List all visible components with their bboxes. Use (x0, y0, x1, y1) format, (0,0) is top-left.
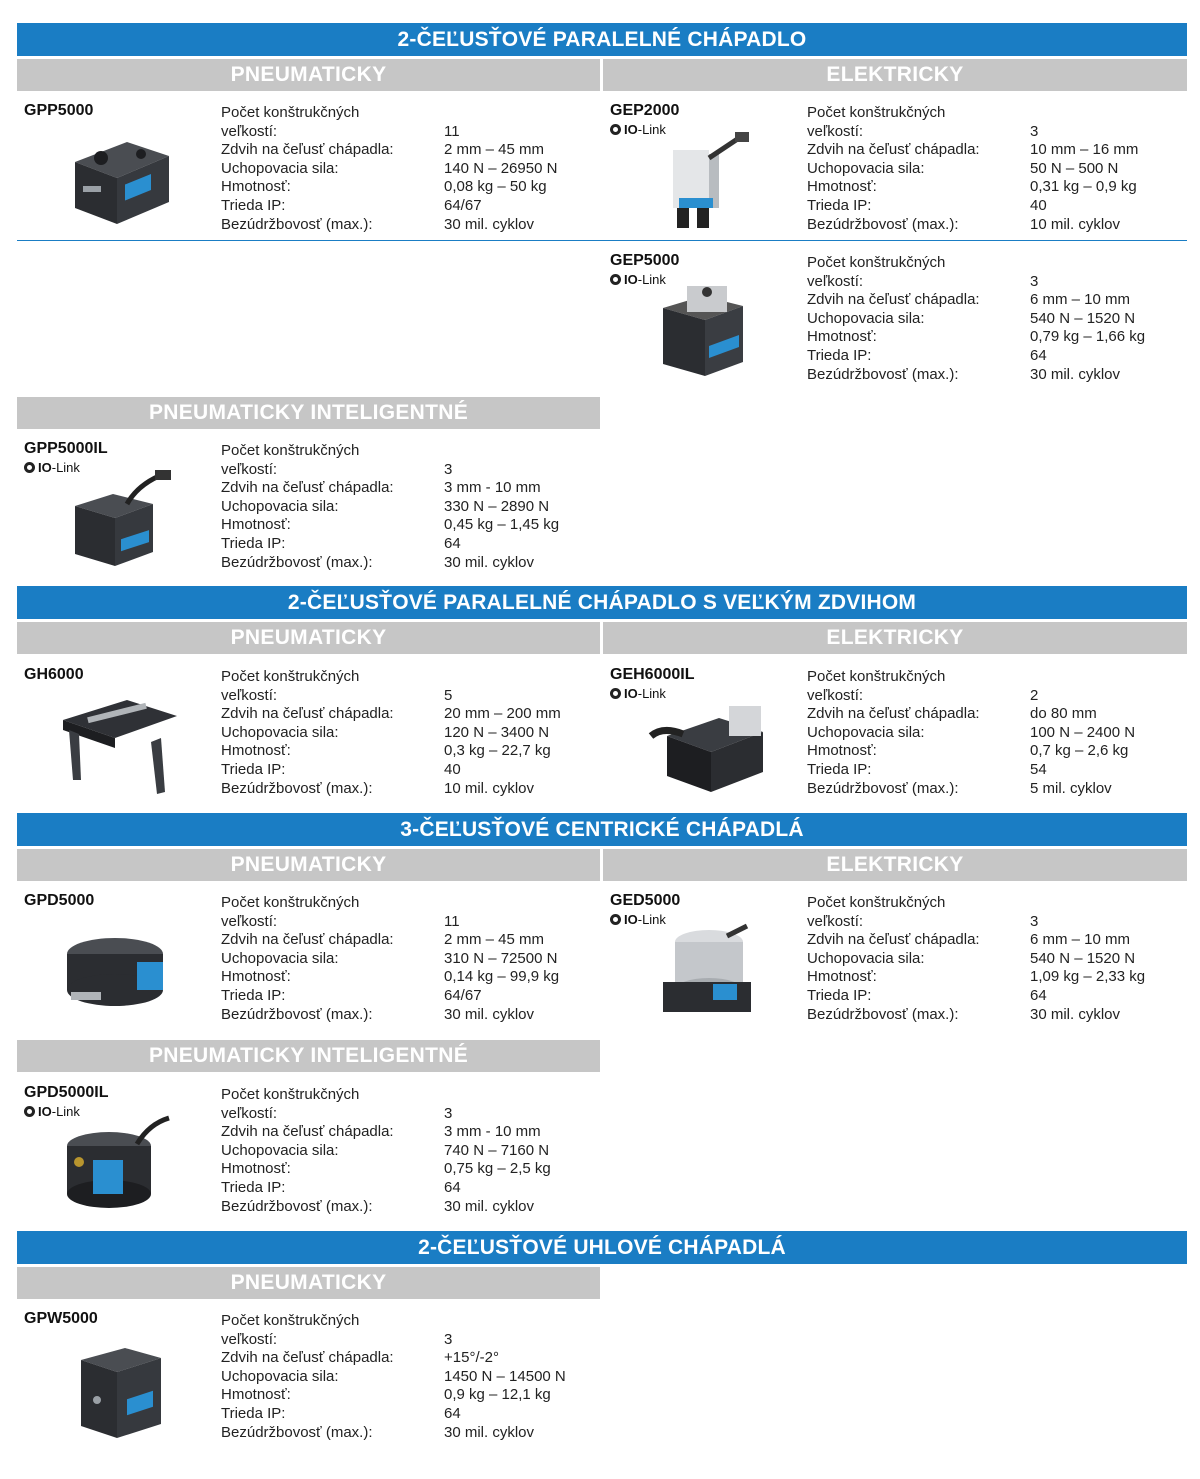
spec-value: 30 mil. cyklov (444, 1005, 535, 1023)
spec-label: veľkostí: (221, 1104, 278, 1122)
spec-table (807, 894, 1145, 1024)
spec-table (221, 1312, 566, 1442)
spec-label: Hmotnosť: (221, 1386, 291, 1404)
spec-table (221, 104, 557, 234)
io-link-io: IO (624, 122, 638, 137)
product-name: GPP5000 (24, 102, 94, 119)
spec-label: Zdvih na čeľusť chápadla: (221, 931, 394, 949)
spec-label: Bezúdržbovosť (max.): (221, 779, 373, 797)
product-image (57, 1114, 179, 1214)
spec-label: Hmotnosť: (221, 742, 291, 760)
section-header-long-stroke: 2-ČEĽUSŤOVÉ PARALELNÉ CHÁPADLO S VEĽKÝM ZDVIHOM (17, 586, 1187, 619)
spec-value: 3 (1030, 272, 1039, 290)
product-image (643, 922, 765, 1022)
spec-label: Trieda IP: (221, 534, 286, 552)
product-card-gep5000 (603, 250, 1189, 390)
spec-table (221, 442, 559, 572)
subheader-pneumatic: PNEUMATICKY (17, 849, 600, 881)
spec-label: Počet konštrukčných (221, 894, 360, 911)
spec-label: Trieda IP: (807, 346, 872, 364)
spec-value: 64 (1030, 346, 1047, 364)
spec-row (807, 780, 1135, 799)
spec-label: Zdvih na čeľusť chápadla: (807, 291, 980, 309)
spec-value: 0,31 kg – 0,9 kg (1030, 178, 1137, 196)
spec-row (807, 160, 1138, 179)
spec-value: 0,79 kg – 1,66 kg (1030, 328, 1146, 346)
spec-label: veľkostí: (221, 122, 278, 140)
spec-value: 5 (444, 686, 453, 704)
io-link-icon (610, 914, 621, 925)
spec-row (221, 1105, 551, 1124)
spec-label: Trieda IP: (807, 196, 872, 214)
spec-label: Počet konštrukčných (807, 668, 946, 685)
spec-row (221, 705, 561, 724)
product-image (57, 1340, 179, 1440)
spec-label: Hmotnosť: (221, 516, 291, 534)
spec-row (807, 254, 1145, 273)
spec-row (221, 1179, 551, 1198)
product-card-gh6000 (17, 664, 603, 804)
spec-row (221, 931, 559, 950)
spec-label: Uchopovacia sila: (221, 949, 339, 967)
spec-row (807, 366, 1145, 385)
spec-value: 0,3 kg – 22,7 kg (444, 742, 551, 760)
spec-row (221, 724, 561, 743)
spec-value: 3 (444, 460, 453, 478)
spec-label: Bezúdržbovosť (max.): (807, 1005, 959, 1023)
spec-row (221, 950, 559, 969)
spec-label: Počet konštrukčných (221, 1086, 360, 1103)
subheader-pneumatic: PNEUMATICKY (17, 59, 600, 91)
spec-row (807, 141, 1138, 160)
spec-label: Hmotnosť: (807, 178, 877, 196)
product-name: GPD5000IL (24, 1084, 109, 1101)
subheader-electric: ELEKTRICKY (603, 59, 1187, 91)
spec-value: 30 mil. cyklov (444, 1197, 535, 1215)
spec-value: 100 N – 2400 N (1030, 723, 1136, 741)
spec-label: Trieda IP: (221, 1178, 286, 1196)
spec-label: Zdvih na čeľusť chápadla: (807, 931, 980, 949)
spec-label: Uchopovacia sila: (807, 309, 925, 327)
subheader-pneumatic: PNEUMATICKY (17, 1267, 600, 1299)
spec-value: 1450 N – 14500 N (444, 1367, 566, 1385)
spec-row (221, 894, 559, 913)
spec-value: 30 mil. cyklov (1030, 1005, 1121, 1023)
spec-value: 64/67 (444, 986, 482, 1004)
spec-value: 30 mil. cyklov (444, 553, 535, 571)
spec-label: veľkostí: (221, 1330, 278, 1348)
spec-value: 10 mil. cyklov (444, 779, 535, 797)
product-image (643, 696, 765, 796)
spec-row (221, 498, 559, 517)
spec-row (221, 1086, 551, 1105)
spec-label: Uchopovacia sila: (221, 1367, 339, 1385)
product-name: GPD5000 (24, 892, 95, 909)
spec-row (807, 291, 1145, 310)
spec-value: 0,75 kg – 2,5 kg (444, 1160, 551, 1178)
spec-label: Trieda IP: (221, 196, 286, 214)
spec-label: Hmotnosť: (807, 742, 877, 760)
spec-label: veľkostí: (221, 460, 278, 478)
spec-row (221, 479, 559, 498)
spec-value: 140 N – 26950 N (444, 159, 558, 177)
spec-row (807, 273, 1145, 292)
spec-row (807, 687, 1135, 706)
section-header-angular: 2-ČEĽUSŤOVÉ UHLOVÉ CHÁPADLÁ (17, 1231, 1187, 1264)
spec-row (807, 197, 1138, 216)
spec-label: Uchopovacia sila: (221, 159, 339, 177)
spec-value: 30 mil. cyklov (1030, 365, 1121, 383)
spec-value: 30 mil. cyklov (444, 215, 535, 233)
spec-row (221, 742, 561, 761)
spec-value: 3 mm - 10 mm (444, 1123, 541, 1141)
spec-value: 64 (444, 534, 461, 552)
spec-row (221, 1386, 566, 1405)
product-card-gpp5000il (17, 438, 603, 578)
spec-value: 40 (444, 760, 461, 778)
spec-label: Bezúdržbovosť (max.): (221, 1005, 373, 1023)
product-name: GEH6000IL (610, 666, 695, 683)
spec-label: Zdvih na čeľusť chápadla: (221, 705, 394, 723)
spec-value: 10 mm – 16 mm (1030, 141, 1139, 159)
spec-value: 40 (1030, 196, 1047, 214)
spec-value: 64 (444, 1404, 461, 1422)
spec-label: Zdvih na čeľusť chápadla: (807, 141, 980, 159)
spec-row (221, 668, 561, 687)
spec-row (807, 931, 1145, 950)
spec-row (221, 216, 557, 235)
spec-table (221, 894, 559, 1024)
spec-value: 540 N – 1520 N (1030, 949, 1136, 967)
product-card-geh6000il (603, 664, 1189, 804)
spec-row (221, 1405, 566, 1424)
spec-table (221, 1086, 551, 1216)
spec-row (221, 1123, 551, 1142)
subheader-electric: ELEKTRICKY (603, 622, 1187, 654)
spec-label: veľkostí: (807, 272, 864, 290)
spec-row (807, 310, 1145, 329)
spec-row (807, 123, 1138, 142)
subheader-pneumatic: PNEUMATICKY (17, 622, 600, 654)
spec-row (221, 160, 557, 179)
spec-label: Počet konštrukčných (807, 254, 946, 271)
spec-label: Bezúdržbovosť (max.): (807, 215, 959, 233)
io-link-link: -Link (637, 122, 666, 137)
spec-label: Zdvih na čeľusť chápadla: (221, 141, 394, 159)
io-link-icon (24, 1106, 35, 1117)
spec-row (221, 442, 559, 461)
spec-value: 0,08 kg – 50 kg (444, 178, 547, 196)
subheader-electric: ELEKTRICKY (603, 849, 1187, 881)
spec-row (807, 347, 1145, 366)
spec-value: 310 N – 72500 N (444, 949, 558, 967)
spec-label: Zdvih na čeľusť chápadla: (221, 1123, 394, 1141)
spec-value: 6 mm – 10 mm (1030, 931, 1131, 949)
spec-label: Trieda IP: (221, 1404, 286, 1422)
spec-row (221, 1424, 566, 1443)
spec-label: Uchopovacia sila: (807, 949, 925, 967)
spec-value: do 80 mm (1030, 705, 1097, 723)
spec-value: 740 N – 7160 N (444, 1141, 550, 1159)
subheader-pneumatic-smart: PNEUMATICKY INTELIGENTNÉ (17, 397, 600, 429)
spec-label: Bezúdržbovosť (max.): (807, 779, 959, 797)
spec-value: 5 mil. cyklov (1030, 779, 1112, 797)
spec-row (221, 178, 557, 197)
spec-value: 0,45 kg – 1,45 kg (444, 516, 560, 534)
spec-label: Počet konštrukčných (807, 104, 946, 121)
spec-row (221, 1142, 551, 1161)
spec-value: 330 N – 2890 N (444, 497, 550, 515)
io-link-io: IO (38, 1104, 52, 1119)
spec-label: Hmotnosť: (221, 1160, 291, 1178)
spec-value: 3 (1030, 122, 1039, 140)
spec-value: 1,09 kg – 2,33 kg (1030, 968, 1146, 986)
spec-label: Bezúdržbovosť (max.): (221, 553, 373, 571)
spec-row (221, 1368, 566, 1387)
product-name: GH6000 (24, 666, 84, 683)
spec-label: Trieda IP: (221, 986, 286, 1004)
spec-value: 3 (1030, 912, 1039, 930)
spec-value: 11 (444, 912, 460, 930)
spec-value: 11 (444, 122, 460, 140)
spec-row (807, 724, 1135, 743)
spec-value: 3 mm - 10 mm (444, 479, 541, 497)
spec-label: Hmotnosť: (807, 328, 877, 346)
spec-value: 64/67 (444, 196, 482, 214)
spec-row (221, 554, 559, 573)
spec-label: Uchopovacia sila: (221, 723, 339, 741)
spec-label: Počet konštrukčných (221, 668, 360, 685)
spec-row (221, 516, 559, 535)
io-link-link: -Link (51, 1104, 80, 1119)
product-card-gpd5000il (17, 1082, 603, 1222)
spec-row (807, 216, 1138, 235)
spec-table (807, 254, 1145, 384)
spec-row (807, 668, 1135, 687)
spec-value: 50 N – 500 N (1030, 159, 1119, 177)
spec-row (221, 123, 557, 142)
spec-label: Trieda IP: (221, 760, 286, 778)
spec-row (221, 104, 557, 123)
io-link-io: IO (624, 686, 638, 701)
product-card-gpd5000 (17, 890, 603, 1030)
spec-row (807, 987, 1145, 1006)
io-link-icon (24, 462, 35, 473)
spec-row (807, 913, 1145, 932)
section-header-centric: 3-ČEĽUSŤOVÉ CENTRICKÉ CHÁPADLÁ (17, 813, 1187, 846)
spec-row (221, 1160, 551, 1179)
product-name: GEP2000 (610, 102, 680, 119)
spec-label: Uchopovacia sila: (221, 497, 339, 515)
product-image (57, 132, 179, 232)
product-card-gpw5000 (17, 1308, 603, 1448)
spec-value: 540 N – 1520 N (1030, 309, 1136, 327)
spec-value: 0,7 kg – 2,6 kg (1030, 742, 1129, 760)
spec-row (807, 328, 1145, 347)
spec-row (221, 913, 559, 932)
spec-row (807, 705, 1135, 724)
spec-table (807, 104, 1138, 234)
io-link-link: -Link (51, 460, 80, 475)
spec-label: Počet konštrukčných (221, 1312, 360, 1329)
io-link-io: IO (38, 460, 52, 475)
product-card-gep2000 (603, 100, 1189, 240)
product-image (57, 696, 179, 796)
spec-row (807, 968, 1145, 987)
spec-row (221, 1198, 551, 1217)
spec-value: 0,9 kg – 12,1 kg (444, 1386, 551, 1404)
io-link-icon (610, 688, 621, 699)
spec-label: Zdvih na čeľusť chápadla: (221, 479, 394, 497)
spec-value: 20 mm – 200 mm (444, 705, 561, 723)
io-link-icon (610, 274, 621, 285)
spec-label: Uchopovacia sila: (807, 159, 925, 177)
spec-value: 64 (444, 1178, 461, 1196)
io-link-link: -Link (637, 272, 666, 287)
spec-value: 2 mm – 45 mm (444, 931, 545, 949)
spec-label: Hmotnosť: (807, 968, 877, 986)
spec-label: Zdvih na čeľusť chápadla: (221, 1349, 394, 1367)
spec-row (807, 742, 1135, 761)
spec-value: 120 N – 3400 N (444, 723, 550, 741)
spec-label: Uchopovacia sila: (221, 1141, 339, 1159)
spec-row (807, 1006, 1145, 1025)
spec-value: 10 mil. cyklov (1030, 215, 1121, 233)
spec-label: veľkostí: (221, 912, 278, 930)
spec-label: Počet konštrukčných (807, 894, 946, 911)
spec-row (221, 1349, 566, 1368)
spec-value: +15°/-2° (444, 1349, 499, 1367)
spec-row (221, 1331, 566, 1350)
spec-row (221, 1006, 559, 1025)
spec-row (221, 1312, 566, 1331)
spec-value: 2 (1030, 686, 1039, 704)
io-link-link: -Link (637, 686, 666, 701)
product-name: GEP5000 (610, 252, 680, 269)
spec-label: Hmotnosť: (221, 968, 291, 986)
spec-row (221, 761, 561, 780)
spec-row (221, 461, 559, 480)
spec-row (221, 780, 561, 799)
subheader-pneumatic-smart: PNEUMATICKY INTELIGENTNÉ (17, 1040, 600, 1072)
spec-row (221, 987, 559, 1006)
spec-label: veľkostí: (807, 122, 864, 140)
product-image (643, 132, 765, 232)
spec-value: 6 mm – 10 mm (1030, 291, 1131, 309)
spec-label: veľkostí: (221, 686, 278, 704)
spec-label: Trieda IP: (807, 986, 872, 1004)
spec-value: 64 (1030, 986, 1047, 1004)
spec-value: 54 (1030, 760, 1047, 778)
spec-value: 3 (444, 1104, 453, 1122)
spec-label: Počet konštrukčných (221, 442, 360, 459)
spec-label: Bezúdržbovosť (max.): (807, 365, 959, 383)
product-image (643, 282, 765, 382)
product-image (57, 922, 179, 1022)
io-link-icon (610, 124, 621, 135)
spec-label: Bezúdržbovosť (max.): (221, 215, 373, 233)
product-name: GPW5000 (24, 1310, 98, 1327)
spec-value: 30 mil. cyklov (444, 1423, 535, 1441)
product-card-ged5000 (603, 890, 1189, 1030)
spec-label: Trieda IP: (807, 760, 872, 778)
io-link-io: IO (624, 912, 638, 927)
spec-row (221, 968, 559, 987)
spec-label: Počet konštrukčných (221, 104, 360, 121)
spec-label: Hmotnosť: (221, 178, 291, 196)
product-name: GPP5000IL (24, 440, 108, 457)
spec-label: Bezúdržbovosť (max.): (221, 1423, 373, 1441)
spec-row (221, 687, 561, 706)
spec-label: Uchopovacia sila: (807, 723, 925, 741)
spec-row (807, 178, 1138, 197)
io-link-link: -Link (637, 912, 666, 927)
spec-row (221, 141, 557, 160)
spec-row (221, 197, 557, 216)
spec-label: veľkostí: (807, 912, 864, 930)
section-header-parallel: 2-ČEĽUSŤOVÉ PARALELNÉ CHÁPADLO (17, 23, 1187, 56)
product-name: GED5000 (610, 892, 681, 909)
io-link-io: IO (624, 272, 638, 287)
spec-label: Zdvih na čeľusť chápadla: (807, 705, 980, 723)
product-card-gpp5000 (17, 100, 603, 240)
product-image (57, 470, 179, 570)
spec-value: 2 mm – 45 mm (444, 141, 545, 159)
spec-row (807, 950, 1145, 969)
spec-label: Bezúdržbovosť (max.): (221, 1197, 373, 1215)
spec-value: 0,14 kg – 99,9 kg (444, 968, 560, 986)
spec-table (221, 668, 561, 798)
spec-value: 3 (444, 1330, 453, 1348)
divider (17, 240, 1187, 241)
spec-row (807, 104, 1138, 123)
spec-label: veľkostí: (807, 686, 864, 704)
spec-row (221, 535, 559, 554)
spec-table (807, 668, 1135, 798)
spec-row (807, 761, 1135, 780)
spec-row (807, 894, 1145, 913)
